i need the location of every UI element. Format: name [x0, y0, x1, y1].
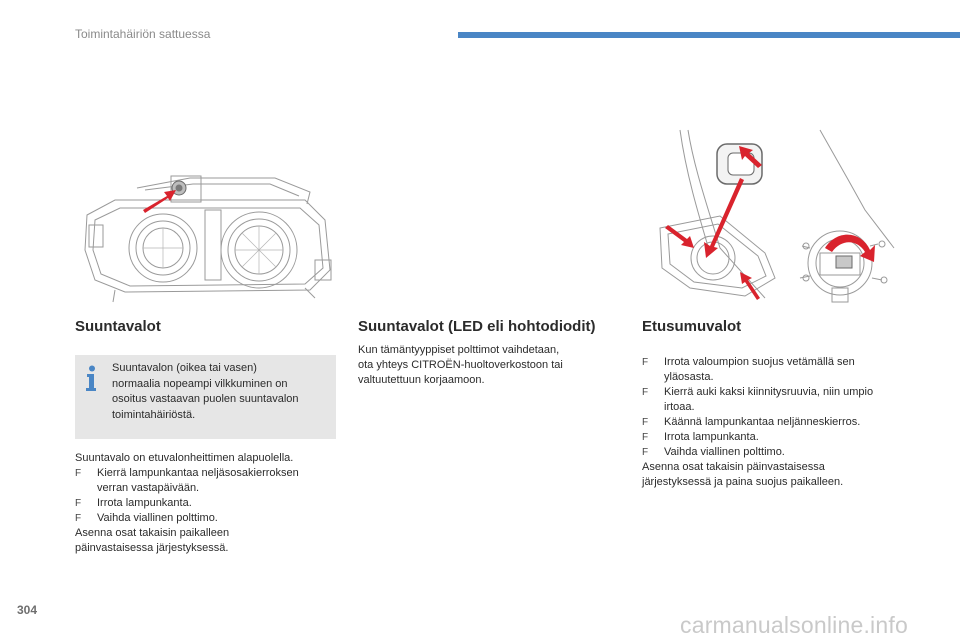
fog-lamp-illustration — [650, 128, 895, 308]
step-line: verran vastapäivään. — [97, 482, 200, 494]
step-line: yläosasta. — [664, 371, 714, 383]
step-item — [75, 511, 340, 526]
step-item — [642, 445, 922, 460]
step-marker: F — [642, 447, 649, 458]
step-line: Käännä lampunkantaa neljänneskierros. — [664, 416, 861, 428]
info-icon — [84, 365, 98, 391]
info-box — [75, 355, 336, 439]
step-marker: F — [75, 468, 82, 479]
outro-line: Asenna osat takaisin paikalleen — [75, 527, 230, 539]
step-line: Irrota lampunkanta. — [97, 497, 192, 509]
led-instructions — [358, 343, 620, 388]
info-line: osoitus vastaavan puolen suuntavalon — [112, 393, 299, 405]
step-list — [642, 355, 922, 460]
step-marker: F — [642, 432, 649, 443]
step-line: Irrota valoumpion suojus vetämällä sen — [664, 356, 855, 368]
page-number: 304 — [17, 603, 38, 617]
heading-turn-signals: Suuntavalot — [75, 318, 161, 335]
step-marker: F — [75, 513, 82, 524]
step-line: Irrota lampunkanta. — [664, 431, 759, 443]
step-line: Vaihda viallinen polttimo. — [97, 512, 218, 524]
outro-line: Asenna osat takaisin päinvastaisessa — [642, 461, 825, 473]
step-marker: F — [75, 498, 82, 509]
step-item — [75, 496, 340, 511]
section-accent-bar — [458, 32, 960, 38]
section-title: Toimintahäiriön sattuessa — [75, 27, 211, 41]
step-marker: F — [642, 417, 649, 428]
heading-fog-lamps: Etusumuvalot — [642, 318, 742, 335]
turn-signal-instructions — [75, 451, 340, 556]
info-line: toimintahäiriöstä. — [112, 408, 196, 421]
outro-line: järjestyksessä ja paina suojus paikalleen. — [642, 476, 844, 488]
step-item — [642, 415, 922, 430]
text-line: ota yhteys CITROËN-huoltoverkostoon tai — [358, 359, 563, 371]
headlamp-illustration — [75, 170, 340, 305]
text-line: Kun tämäntyyppiset polttimot vaihdetaan, — [358, 344, 560, 356]
watermark: carmanualsonline.info — [680, 612, 908, 638]
info-text — [112, 361, 328, 423]
intro-text: Suuntavalo on etuvalonheittimen alapuolella. — [75, 452, 294, 464]
step-line: Vaihda viallinen polttimo. — [664, 446, 785, 458]
heading-led-turn-signals: Suuntavalot (LED eli hohtodiodit) — [358, 318, 596, 335]
step-item — [75, 466, 340, 496]
fog-lamp-instructions — [642, 355, 922, 490]
step-line: irtoaa. — [664, 401, 695, 413]
step-marker: F — [642, 387, 649, 398]
step-marker: F — [642, 357, 649, 368]
step-item — [642, 355, 922, 385]
outro-line: päinvastaisessa järjestyksessä. — [75, 542, 229, 554]
step-item — [642, 430, 922, 445]
step-line: Kierrä auki kaksi kiinnitysruuvia, niin umpio — [664, 386, 874, 398]
step-list — [75, 466, 340, 526]
step-item — [642, 385, 922, 415]
info-line: normaalia nopeampi vilkkuminen on — [112, 377, 288, 390]
info-line: Suuntavalon (oikea tai vasen) — [112, 362, 257, 374]
step-line: Kierrä lampunkantaa neljäsosakierroksen — [97, 467, 299, 479]
text-line: valtuutettuun korjaamoon. — [358, 374, 485, 386]
